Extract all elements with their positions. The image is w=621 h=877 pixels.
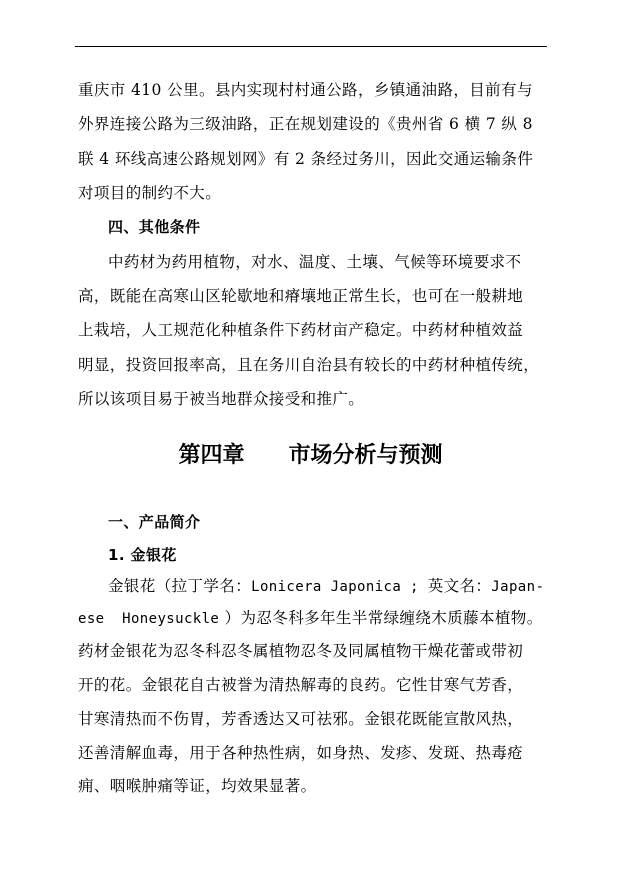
paragraph-line: 甘寒清热而不伤胃，芳香透达又可祛邪。金银花既能宣散风热， xyxy=(78,710,524,728)
text-segment: 金银花（拉丁学名： xyxy=(108,577,252,595)
paragraph-line: 联 4 环线高速公路规划网》有 2 条经过务川，因此交通运输条件 xyxy=(78,150,534,168)
paragraph-line: 痈、咽喉肿痛等证，均效果显著。 xyxy=(78,777,317,795)
subsection-heading-honeysuckle: 1. 金银花 xyxy=(108,546,177,564)
paragraph-line: 上栽培，人工规范化种植条件下药材亩产稳定。中药材种植效益 xyxy=(78,321,524,339)
paragraph-line xyxy=(108,576,544,597)
paragraph-line: 开的花。金银花自古被誉为清热解毒的良药。它性甘寒气芳香， xyxy=(78,676,524,694)
text-segment: 英文名： xyxy=(427,577,492,595)
paragraph-line: 药材金银花为忍冬科忍冬属植物忍冬及同属植物干燥花蕾或带初 xyxy=(78,642,524,660)
text-segment: ）为忍冬科多年生半常绿缠绕木质藤本植物。 xyxy=(224,609,543,627)
section-heading-product-intro: 一、产品简介 xyxy=(108,513,201,531)
paragraph-line xyxy=(78,608,543,629)
paragraph-line: 重庆市 410 公里。县内实现村村通公路，乡镇通油路，目前有与 xyxy=(78,81,533,99)
paragraph-line: 中药材为药用植物，对水、温度、土壤、气候等环境要求不 xyxy=(108,253,522,271)
paragraph-line: 外界连接公路为三级油路，正在规划建设的《贵州省 6 横 7 纵 8 xyxy=(78,115,533,133)
paragraph-line: 对项目的制约不大。 xyxy=(78,184,222,202)
latin-name: Lonicera Japonica ; xyxy=(251,579,428,595)
paragraph-line: 明显，投资回报率高，且在务川自治县有较长的中药材种植传统， xyxy=(78,356,540,374)
paragraph-line: 高，既能在高寒山区轮歇地和瘠壤地正常生长，也可在一般耕地 xyxy=(78,287,524,305)
english-name-part: ese Honeysuckle xyxy=(78,611,220,627)
english-name-part: Japan- xyxy=(491,579,545,595)
chapter-title: 第四章 市场分析与预测 xyxy=(178,443,443,468)
paragraph-line: 还善清解血毒，用于各种热性病，如身热、发疹、发斑、热毒疮 xyxy=(78,744,524,762)
paragraph-line: 所以该项目易于被当地群众接受和推广。 xyxy=(78,390,365,408)
header-rule xyxy=(75,46,547,47)
section-heading-other-conditions: 四、其他条件 xyxy=(108,218,201,236)
